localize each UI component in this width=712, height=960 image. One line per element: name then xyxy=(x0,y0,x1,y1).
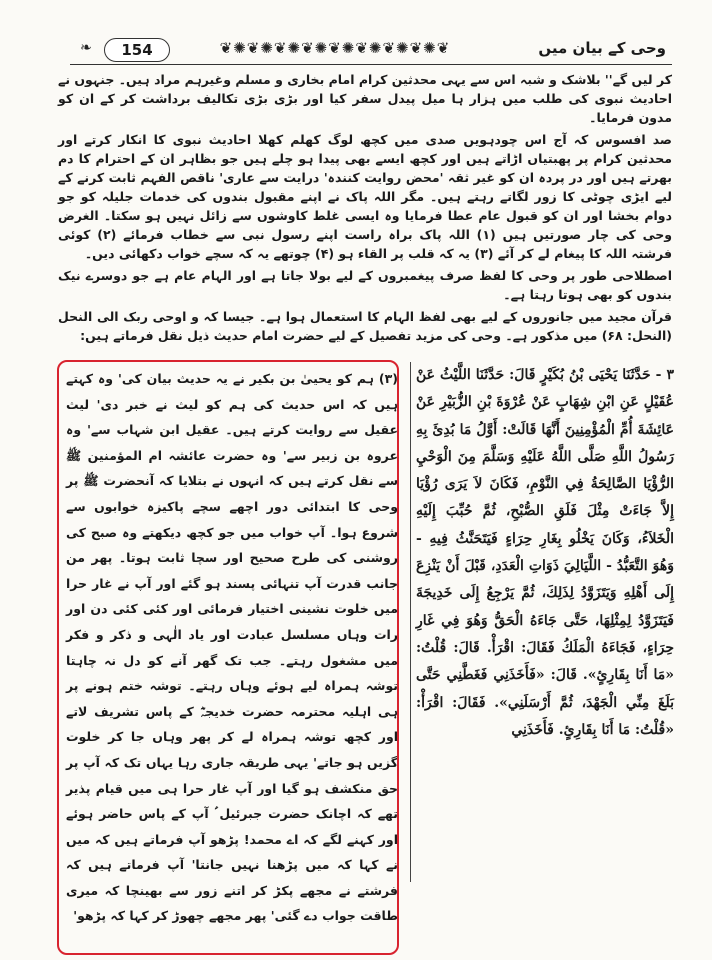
header-ornament: ❦✺❦✺❦✺❦✺❦✺❦✺❦✺❦✺❦ xyxy=(219,39,451,57)
running-title: وحی کے بیان میں xyxy=(538,39,666,57)
paragraph: قرآن مجید میں جانوروں کے لیے بھی لفظ الہام کا استعمال ہوا ہے۔ جیسا کہ و اوحی ربک الی النحل (النحل: ۶۸) میں مذکور ہے۔ وحی کی مزید تفصیل کے لیے حضرت امام حدیث ذیل نقل فرماتے ہیں: xyxy=(58,309,672,343)
hadith-number: ۳ - xyxy=(655,367,674,383)
arabic-hadith-column xyxy=(416,362,674,744)
paragraph: اصطلاحی طور پر وحی کا لفظ صرف پیغمبروں کے لیے بولا جاتا ہے اور الہام عام ہے جو دوسرے نیک بندوں کو بھی ہوتا رہتا ہے۔ xyxy=(58,268,672,302)
page-header xyxy=(70,34,672,68)
ornament-icon: ❧ xyxy=(80,40,92,56)
paragraph: کر لیں گے'' بلاشک و شبہ اس سے یہی محدثین کرام امام بخاری و مسلم وغیرہم مراد ہیں۔ جنہوں نے احادیث نبوی کی طلب میں ہزار ہا میل پیدل سفر کیا اور بڑی بڑی تکالیف برداشت کر کے ان کو مدون فرمایا۔ xyxy=(58,72,672,125)
intro-text xyxy=(58,70,672,348)
paragraph: صد افسوس کہ آج اس چودہویں صدی میں کچھ لوگ کھلم کھلا احادیث نبوی کا انکار کرتے اور محدثین کرام پر پھبتیاں اڑاتے ہیں اور کچھ ایسے بھی پیدا ہو چلے ہیں جو بظاہر ان کے احترام کا دم بھرتے ہیں اور در پردہ ان کو غیر ثقہ 'محض روایت کنندہ' درایت سے عاری' ناقص الفہم ثابت کرنے کے لیے ایڑی چوٹی کا زور لگاتے رہتے ہیں۔ مگر اللہ پاک نے اپنے مقبول بندوں کی خدمات جلیلہ کو جو دوام بخشا اور ان کو قبول عام عطا فرمایا وہ ایسی غلط کاوشوں سے زائل نہیں ہو سکتا۔ الغرض وحی کی چار صورتیں ہیں (۱) اللہ پاک براہ راست اپنے رسول نبی سے خطاب فرمائے (۲) کوئی فرشتہ اللہ کا پیغام لے کر آئے (۳) یہ کہ قلب پر القاء ہو (۴) چوتھے یہ کہ سچے خواب دکھائی دیں۔ xyxy=(58,132,672,261)
header-rule xyxy=(70,64,672,65)
urdu-translation-column xyxy=(66,366,398,929)
page-number: 154 xyxy=(104,38,170,62)
column-divider xyxy=(410,362,411,882)
translation-text: (۳) ہم کو یحییٰ بن بکیر نے یہ حدیث بیان کی' وہ کہتے ہیں کہ اس حدیث کی ہم کو لیث نے خبر دی' لیث عقیل سے روایت کرتے ہیں۔ عقیل ابن شہاب سے' وہ عروہ بن زبیر سے' وہ حضرت عائشہ ام المؤمنین ﷺ سے نقل کرتے ہیں کہ انہوں نے بتلایا کہ آنحضرت ﷺ پر وحی کا ابتدائی دور اچھے سچے پاکیزہ خوابوں سے شروع ہوا۔ آپ خواب میں جو کچھ دیکھتے وہ صبح کی روشنی کی طرح صحیح اور سچا ثابت ہوتا۔ پھر من جانب قدرت آپ تنہائی پسند ہو گئے اور آپ نے غار حرا میں خلوت نشینی اختیار فرمائی اور کئی کئی دن اور رات وہاں مسلسل عبادت اور یاد الٰہی و ذکر و فکر میں مشغول رہتے۔ جب تک گھر آنے کو دل نہ چاہتا توشہ ہمراہ لیے ہوئے وہاں رہتے۔ توشہ ختم ہونے پر ہی اہلیہ محترمہ حضرت خدیجہؓ کے پاس تشریف لاتے اور کچھ توشہ ہمراہ لے کر پھر وہاں جا کر خلوت گزیں ہو جاتے' یہی طریقہ جاری رہا یہاں تک کہ آپ پر حق منکشف ہو گیا اور آپ غار حرا ہی میں قیام پذیر تھے کہ اچانک حضرت جبرئیل ؑ آپ کے پاس حاضر ہوئے اور کہنے لگے کہ اے محمد! پڑھو آپ فرماتے ہیں کہ میں نے کہا کہ میں پڑھنا نہیں جانتا' آپ فرماتے ہیں کہ فرشتے نے مجھے پکڑ کر اتنے زور سے بھینچا کہ میری طاقت جواب دے گئی' پھر مجھے چھوڑ کر کہا کہ پڑھو' xyxy=(66,371,398,924)
arabic-hadith-text: حَدَّثَنَا يَحْيَى بْنُ بُكَيْرٍ قَالَ: حَدَّثَنَا اللَّيْثُ عَنْ عُقَيْلٍ عَنِ ابْنِ شِهَابٍ عَنْ عُرْوَةَ بْنِ الزُّبَيْرِ عَنْ عَائِشَةَ أُمِّ الْمُؤْمِنِينَ أَنَّهَا قَالَتْ: أَوَّلُ مَا بُدِئَ بِهِ رَسُولُ اللَّهِ صَلَّى اللَّهُ عَلَيْهِ وَسَلَّمَ مِنَ الْوَحْيِ الرُّؤْيَا الصَّالِحَةُ فِي النَّوْمِ، فَكَانَ لاَ يَرَى رُؤْيَا إِلاَّ جَاءَتْ مِثْلَ فَلَقِ الصُّبْحِ، ثُمَّ حُبِّبَ إِلَيْهِ الْخَلاَءُ، وَكَانَ يَخْلُو بِغَارِ حِرَاءٍ فَيَتَحَنَّثُ فِيهِ - وَهُوَ التَّعَبُّدُ - اللَّيَالِيَ ذَوَاتِ الْعَدَدِ، قَبْلَ أَنْ يَنْزِعَ إِلَى أَهْلِهِ وَيَتَزَوَّدُ لِذَلِكَ، ثُمَّ يَرْجِعُ إِلَى خَدِيجَةَ فَيَتَزَوَّدُ لِمِثْلِهَا، حَتَّى جَاءَهُ الْحَقُّ وَهُوَ فِي غَارِ حِرَاءٍ، فَجَاءَهُ الْمَلَكُ فَقَالَ: اقْرَأْ. قَالَ: قُلْتُ: «مَا أَنَا بِقَارِئٍ». قَالَ: «فَأَخَذَنِي فَغَطَّنِي حَتَّى بَلَغَ مِنِّي الْجَهْدَ، ثُمَّ أَرْسَلَنِي». فَقَالَ: اقْرَأْ: «قُلْتُ: مَا أَنَا بِقَارِئٍ. فَأَخَذَنِي xyxy=(416,367,674,738)
